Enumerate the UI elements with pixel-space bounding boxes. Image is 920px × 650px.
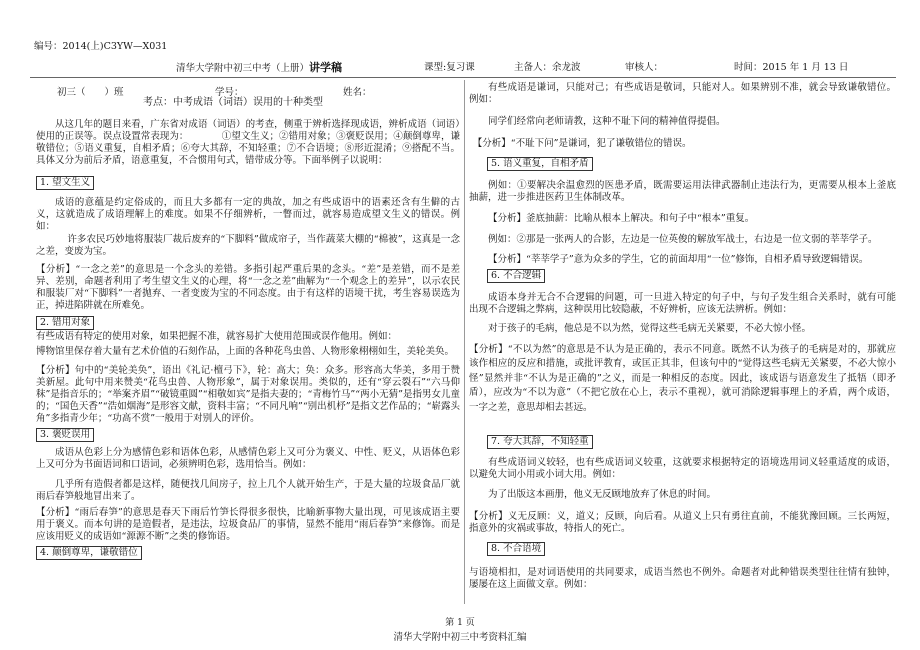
section-example: 许多农民巧妙地将服装厂裁后废弃的“下脚料”做成帘子，当作蔬菜大棚的“棉被”，这真是一念之差，变废为宝。 xyxy=(36,234,460,257)
section-explanation: 成语的意蕴是约定俗成的，而且大多都有一定的典故，加之有些成语中的语素还含有生僻的古义，这就造成了成语理解上的难度。如果不仔细辨析，一瞥而过，就容易造成望文生义的错误。例如： xyxy=(36,197,460,232)
section-heading: 2. 错用对象 xyxy=(36,316,94,330)
section-analysis: 【分析】“一念之差”的意思是一个念头的差错。多指引起严重后果的念头。“差”是差错，而不是差异、差别，命题者利用了考生望文生义的心理，将“一念之差”曲解为“一个观念上的差异”，以示农民和服装厂对“下脚料”一者抛弃、一者变废为宝的不同态度。由于有这样的语境干扰，考生容易误选为正，掉进陷阱就在所难免。 xyxy=(36,264,460,311)
section-explanation: 成语本身并无合不合逻辑的问题，可一旦进入特定的句子中，与句子发生组合关系时，就有可能出现不合逻辑之弊病，这种误用比较隐蔽，不好辨析，应该无法辨析。例如： xyxy=(469,292,896,315)
header-rule xyxy=(30,77,896,78)
section-example: 为了出版这本画册，他义无反顾地放弃了休息的时间。 xyxy=(488,489,717,501)
topic-title: 考点：中考成语（词语）误用的十种类型 xyxy=(143,97,323,108)
section-heading: 1. 望文生义 xyxy=(36,176,94,190)
page-number: 第 1 页 xyxy=(445,618,475,628)
header-title xyxy=(176,59,342,75)
section-example: 例如：①要解决余温愈烈的医患矛盾，既需要运用法律武器制止违法行为，更需要从根本上釜底抽薪，进一步推进医药卫生体制改革。 xyxy=(469,180,896,203)
section-example: 几乎所有造假者都是这样，随便找几间房子，拉上几个人就开始生产，于是大量的垃圾食品厂就雨后春笋般地冒出来了。 xyxy=(36,479,460,502)
section-explanation: 有些成语有特定的使用对象，如果把握不准，就容易扩大使用范围或误作他用。例如： xyxy=(36,331,398,342)
section-heading: 8. 不合语境 xyxy=(487,542,545,556)
section-explanation: 成语从色彩上分为感情色彩和语体色彩，从感情色彩上又可分为褒义、中性、贬义，从语体色彩上又可分为书面语词和口语词，必须辨明色彩，选用恰当。例如： xyxy=(36,447,460,470)
reviewer: 审核人： xyxy=(625,62,664,73)
header-title-bold: 讲学稿 xyxy=(309,61,343,74)
section-explanation: 与语境相扣，是对词语使用的共同要求，成语当然也不例外。命题者对此种错误类型往往情有独钟，屡屡在这上面做文章。例如： xyxy=(469,567,896,591)
right-column xyxy=(469,82,896,591)
section-analysis: 【分析】“不以为然”的意思是不认为是正确的，表示不同意。既然不认为孩子的毛病是对的，那就应该作相应的反应和措施，或批评教育，或匡正其非，但该句中的“觉得这些毛病无关紧要，不必大惊小怪”显然并非“不认为是正确的”之义，而是一种相反的态度。因此，该成语与语意发生了抵牾（即矛盾），应改为“不以为意”（不把它放在心上，表示不重视），就可消除逻辑事理上的矛盾，两个成语，一字之差，意思却相去甚远。 xyxy=(469,344,896,413)
section-explanation: 有些成语是谦词，只能对己；有些成语是敬词，只能对人。如果辨别不准，就会导致谦敬错位。例如： xyxy=(469,82,896,105)
student-number-field: 学号： xyxy=(215,87,244,98)
name-field: 姓名： xyxy=(343,87,372,98)
section-analysis: 【分析】“莘莘学子”意为众多的学生，它的前面却用“一位”修饰，自相矛盾导致逻辑错误。 xyxy=(488,254,869,265)
section-analysis: 【分析】“不耻下问”是谦词，犯了谦敬错位的错误。 xyxy=(472,138,692,149)
section-analysis: 【分析】“雨后春笋”的意思是春天下雨后竹笋长得很多很快，比喻新事物大量出现，可见该成语主要用于褒义。而本句讲的是造假者，是违法，垃圾食品厂的事情，显然不能用“雨后春笋”来修饰。而是应该用贬义的成语如“源源不断”之类的修饰语。 xyxy=(36,507,460,542)
section-heading: 3. 褒贬误用 xyxy=(36,428,94,442)
section-heading: 4. 颠倒尊卑，谦敬错位 xyxy=(36,546,142,560)
section-analysis: 【分析】釜底抽薪：比喻从根本上解决。和句子中“根本”重复。 xyxy=(488,213,755,224)
section-example: 同学们经常向老师请教，这种不耻下问的精神值得提倡。 xyxy=(488,116,726,127)
document-header xyxy=(0,59,920,74)
lesson-type: 课型:复习课 xyxy=(424,62,475,73)
date: 时间：2015 年 1 月 13 日 xyxy=(734,62,849,73)
section-example: 对于孩子的毛病，他总是不以为然，觉得这些毛病无关紧要，不必大惊小怪。 xyxy=(488,323,812,334)
student-info xyxy=(0,84,460,97)
section-analysis: 【分析】句中的“美轮美奂”，语出《礼记·檀弓下》，轮：高大；奂：众多。形容高大华美，多用于赞美新屋。此句中用来赞美“花鸟虫兽、人物形象”，属于对象误用。类似的，还有“穿云裂石”“六马仰秣”是指音乐的；“举案齐眉”“破镜重圆”“相敬如宾”是指夫妻的；“青梅竹马”“两小无猜”是指男女儿童的；“国色天香”“浩如烟海”是形容文献，资料丰富；“不同凡响”“别出机杼”是指文艺作品的；“崭露头角”多指青少年；“功高不赏”一般用于对别人的评价。 xyxy=(36,365,460,424)
header-title-prefix: 清华大学附中初三中考（上册） xyxy=(176,63,310,74)
doc-number: 编号：2014(上)C3YW—X031 xyxy=(34,41,168,52)
footer-collection: 清华大学附中初三中考资料汇编 xyxy=(393,632,527,643)
left-column xyxy=(36,97,460,560)
preparer: 主备人：余龙波 xyxy=(514,62,581,73)
section-heading: 6. 不合逻辑 xyxy=(487,269,545,283)
intro-paragraph: 从这几年的题目来看，广东省对成语（词语）的考查，侧重于辨析选择现成语，辨析成语（词语）使用的正误等。误点设置常表现为： ①望文生义；②错用对象；③褒贬误用；④颠倒尊卑，谦敬错位；⑤语义重复，自相矛盾；⑥夸大其辞，不知轻重；⑦不合语境；⑧形近混淆；⑨搭配不当。具体又分为前后矛盾，语意重复，不合惯用句式，错带成分等。下面举例子以说明： xyxy=(36,119,460,166)
section-example: 博物馆里保存着大量有艺术价值的石刻作品，上面的各种花鸟虫兽、人物形象栩栩如生，美轮美奂。 xyxy=(36,346,455,357)
section-explanation: 有些成语词义较轻，也有些成语词义较重，这就要求根据特定的语境选用词义轻重适度的成语，以避免大词小用或小词大用。例如： xyxy=(469,457,896,481)
section-example: 例如：②那是一张两人的合影，左边是一位英俊的解放军战士，右边是一位文弱的莘莘学子。 xyxy=(488,234,878,245)
column-divider xyxy=(464,80,465,604)
section-heading: 7. 夸大其辞，不知轻重 xyxy=(487,435,593,449)
section-analysis: 【分析】义无反顾：义，道义；反顾，向后看。从道义上只有勇往直前，不能犹豫回顾。三长两短，指意外的灾祸或事故，特指人的死亡。 xyxy=(469,511,896,535)
class-field: 初三（ ）班 xyxy=(57,87,124,98)
section-heading: 5. 语义重复，自相矛盾 xyxy=(487,157,593,171)
